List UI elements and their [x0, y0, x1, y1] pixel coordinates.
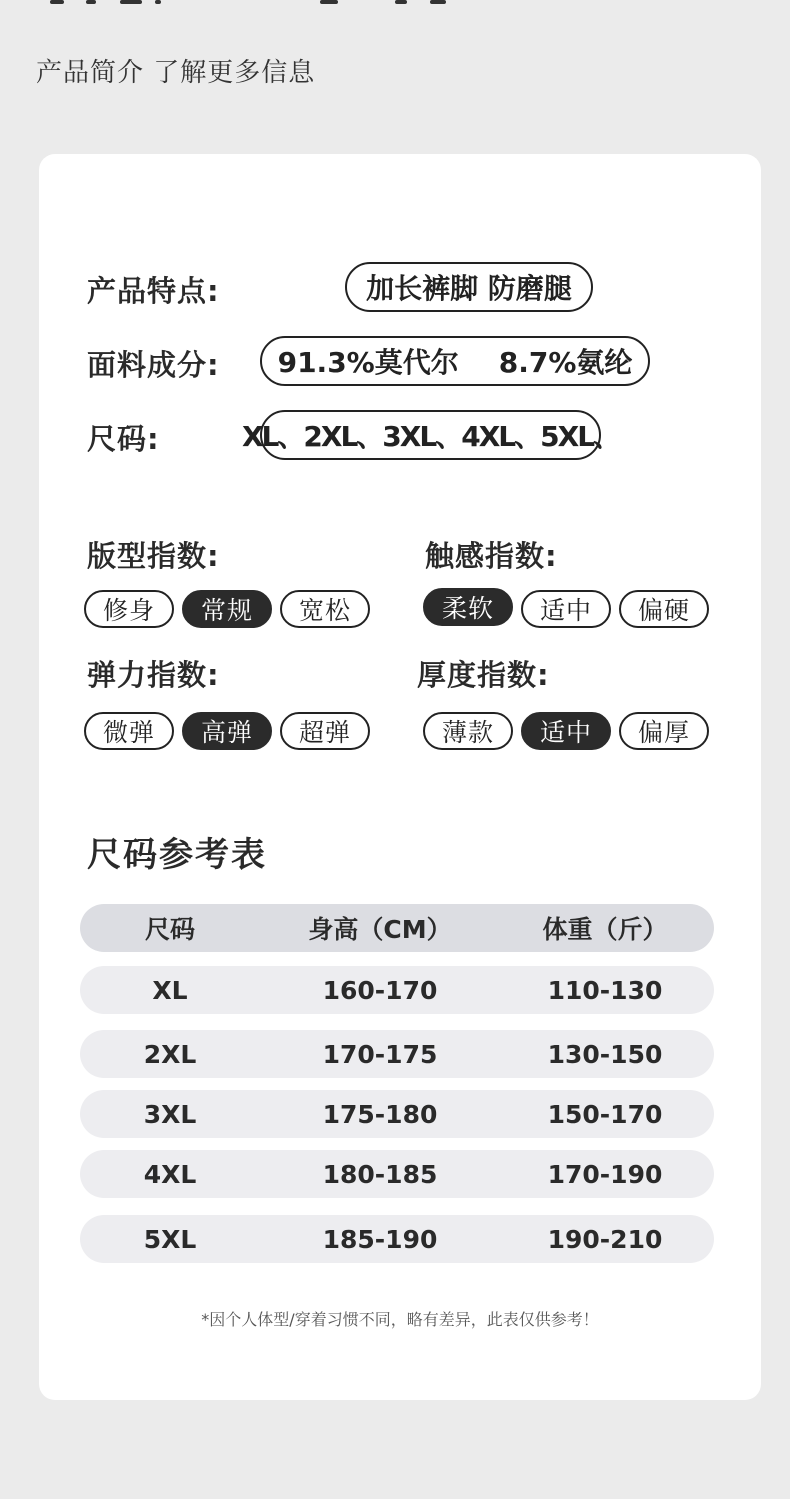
top-cropped-marks — [0, 0, 790, 6]
stretch-index-label: 弹力指数: — [87, 658, 220, 692]
table-row — [80, 1150, 714, 1198]
size-pill — [241, 410, 620, 460]
header-weight: 体重（斤） — [542, 915, 668, 944]
cell-weight: 150-170 — [547, 1099, 663, 1129]
feature-pill — [345, 262, 593, 312]
header-size: 尺码 — [144, 915, 195, 944]
table-row — [80, 1030, 714, 1078]
touch-option-hard: 偏硬 — [619, 590, 709, 628]
feature-label: 产品特点: — [87, 274, 220, 308]
cell-height: 180-185 — [322, 1159, 438, 1189]
size-value: XL、2XL、3XL、4XL、5XL、 — [241, 420, 620, 453]
stretch-option-slight: 微弹 — [84, 712, 174, 750]
feature-value: 加长裤脚 防磨腿 — [366, 272, 572, 305]
size-label: 尺码: — [87, 422, 160, 456]
cell-weight: 170-190 — [547, 1159, 663, 1189]
thickness-option-medium: 适中 — [521, 712, 611, 750]
page-title: 产品简介 了解更多信息 — [36, 58, 316, 88]
fabric-label: 面料成分: — [87, 348, 220, 382]
table-row — [80, 1090, 714, 1138]
fit-option-slim: 修身 — [84, 590, 174, 628]
touch-option-soft: 柔软 — [423, 588, 513, 626]
thickness-option-thick: 偏厚 — [619, 712, 709, 750]
cell-weight: 110-130 — [547, 975, 663, 1005]
size-table-note: *因个人体型/穿着习惯不同，略有差异，此表仅供参考！ — [201, 1310, 599, 1329]
cell-height: 185-190 — [322, 1224, 438, 1254]
cell-height: 170-175 — [322, 1039, 438, 1069]
size-table-header — [80, 904, 714, 952]
stretch-option-super: 超弹 — [280, 712, 370, 750]
cell-size: 3XL — [143, 1099, 197, 1129]
fit-index-label: 版型指数: — [87, 539, 220, 573]
size-table-title: 尺码参考表 — [87, 835, 267, 875]
fabric-part-1: 91.3%莫代尔 — [277, 346, 459, 379]
thickness-option-thin: 薄款 — [423, 712, 513, 750]
cell-size: 4XL — [143, 1159, 197, 1189]
table-row — [80, 966, 714, 1014]
cell-weight: 130-150 — [547, 1039, 663, 1069]
touch-option-medium: 适中 — [521, 590, 611, 628]
table-row — [80, 1215, 714, 1263]
thickness-index-label: 厚度指数: — [417, 658, 550, 692]
product-info-card — [39, 154, 761, 1400]
cell-size: 2XL — [143, 1039, 197, 1069]
touch-index-label: 触感指数: — [425, 539, 558, 573]
cell-size: 5XL — [143, 1224, 197, 1254]
stretch-option-high: 高弹 — [182, 712, 272, 750]
cell-height: 160-170 — [322, 975, 438, 1005]
fit-option-regular: 常规 — [182, 590, 272, 628]
header-height: 身高（CM） — [308, 915, 452, 944]
cell-height: 175-180 — [322, 1099, 438, 1129]
cell-weight: 190-210 — [547, 1224, 663, 1254]
fit-option-loose: 宽松 — [280, 590, 370, 628]
fabric-part-2: 8.7%氨纶 — [498, 346, 633, 379]
cell-size: XL — [152, 975, 188, 1005]
fabric-pill — [260, 336, 650, 386]
